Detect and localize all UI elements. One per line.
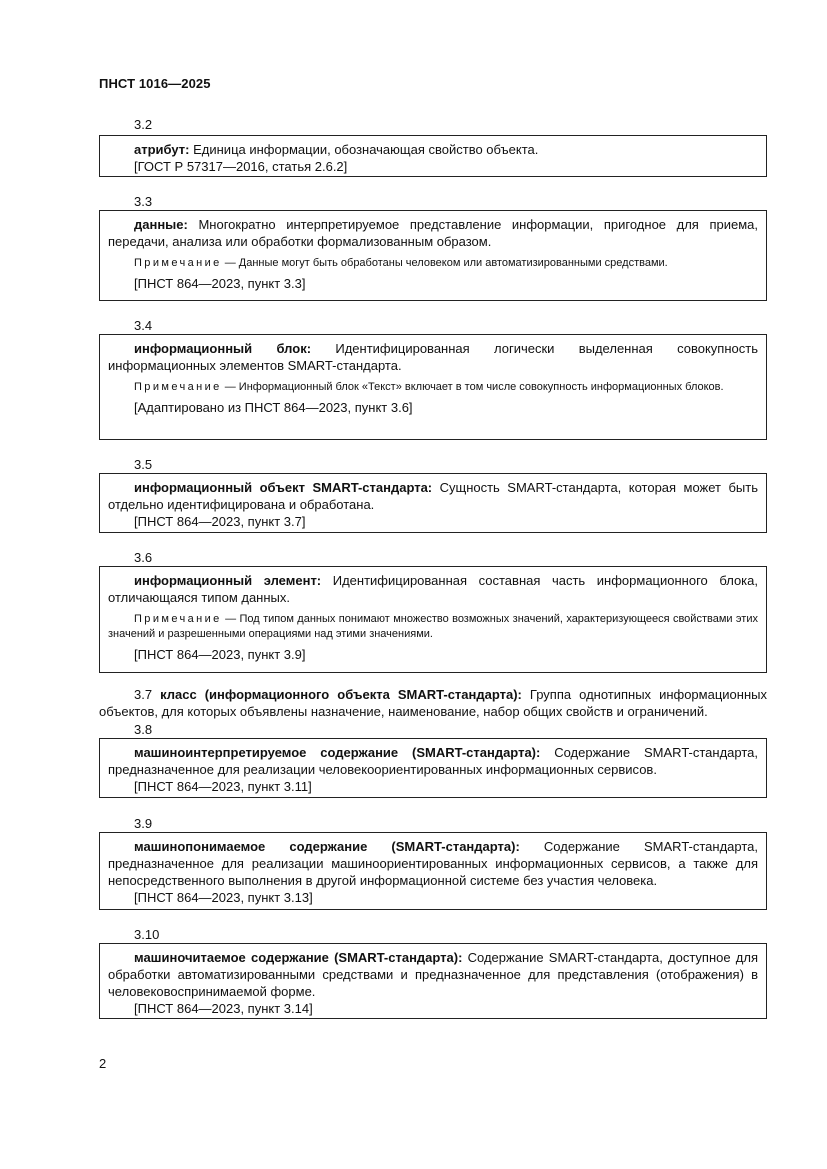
entry-number: 3.10 [134,927,160,942]
term-definition [108,141,758,158]
note-label: Примечание [134,381,222,393]
term-definition [108,744,758,778]
term-note [108,612,758,642]
entry-number: 3.2 [134,117,153,132]
term-entry-box [99,943,767,1019]
document-id-header: ПНСТ 1016—2025 [99,76,211,91]
note-label: Примечание [134,257,222,269]
term-source: [ПНСТ 864—2023, пункт 3.14] [134,1001,313,1016]
definition-text: Группа однотипных информационных объектов, для которых объявлены назначение, наименование, набор общих свойств и ограничений. [99,687,767,719]
term-source: [ГОСТ Р 57317—2016, статья 2.6.2] [134,159,348,174]
term-definition [108,949,758,1000]
term-definition [108,572,758,606]
term-definition-unboxed [99,686,767,720]
entry-number: 3.5 [134,457,153,472]
entry-number: 3.4 [134,318,153,333]
term-entry-box [99,210,767,301]
note-text: — Под типом данных понимают множество возможных значений, характеризующееся свойствами этих значений и разрешенными операциями над этими значениями. [108,613,758,640]
term-entry-box [99,334,767,440]
term-entry-box [99,566,767,673]
term-note [108,380,758,395]
definition-text: Многократно интерпретируемое представление информации, пригодное для приема, передачи, анализа или обработки формализованным образом. [108,217,758,249]
definition-text: Содержание SMART-стандарта, доступное для обработки автоматизированными средствами и предназначенное для представления (отображения) в человековоспринимаемой форме. [108,950,758,999]
term-source: [ПНСТ 864—2023, пункт 3.3] [134,276,306,291]
definition-text: Сущность SMART-стандарта, которая может быть отдельно идентифицирована и обработана. [108,480,758,512]
definition-text: Идентифицированная логически выделенная совокупность информационных элементов SMART-стандарта. [108,341,758,373]
term-name: класс (информационного объекта SMART-стандарта): [160,687,522,702]
term-name: машиноинтерпретируемое содержание (SMART-стандарта): [134,745,541,760]
page-number: 2 [99,1056,107,1071]
term-name: атрибут: [134,142,190,157]
entry-number: 3.8 [134,722,153,737]
note-text: — Данные могут быть обработаны человеком или автоматизированными средствами. [221,257,668,269]
term-definition [108,216,758,250]
term-definition [108,838,758,889]
term-definition [108,340,758,374]
note-text: — Информационный блок «Текст» включает в том числе совокупность информационных блоков. [221,381,724,393]
term-definition [108,479,758,513]
entry-number: 3.6 [134,550,153,565]
term-name: машиночитаемое содержание (SMART-стандарта): [134,950,463,965]
definition-text: Содержание SMART-стандарта, предназначенное для реализации человекоориентированных информационных сервисов. [108,745,759,777]
entry-number: 3.9 [134,816,153,831]
entry-number: 3.3 [134,194,153,209]
term-source: [Адаптировано из ПНСТ 864—2023, пункт 3.6] [134,400,413,415]
term-name: информационный блок: [134,341,312,356]
term-note [108,256,758,271]
term-name: данные: [134,217,188,232]
term-name: информационный объект SMART-стандарта: [134,480,433,495]
term-name: машинопонимаемое содержание (SMART-стандарта): [134,839,520,854]
entry-number: 3.7 [134,687,153,702]
term-entry-box [99,738,767,798]
term-name: информационный элемент: [134,573,322,588]
term-entry-box [99,473,767,533]
definition-text: Единица информации, обозначающая свойство объекта. [193,142,539,157]
definition-text: Содержание SMART-стандарта, предназначенное для реализации машиноориентированных информационных сервисов, а также для непосредственного выполнения в другой информационной системе без участия человека. [108,839,758,888]
term-source: [ПНСТ 864—2023, пункт 3.11] [134,779,312,794]
term-entry-box [99,832,767,910]
definition-text: Идентифицированная составная часть информационного блока, отличающаяся типом данных. [108,573,758,605]
term-source: [ПНСТ 864—2023, пункт 3.9] [134,647,306,662]
note-label: Примечание [134,613,222,625]
term-entry-box [99,135,767,177]
term-source: [ПНСТ 864—2023, пункт 3.13] [134,890,313,905]
term-source: [ПНСТ 864—2023, пункт 3.7] [134,514,306,529]
